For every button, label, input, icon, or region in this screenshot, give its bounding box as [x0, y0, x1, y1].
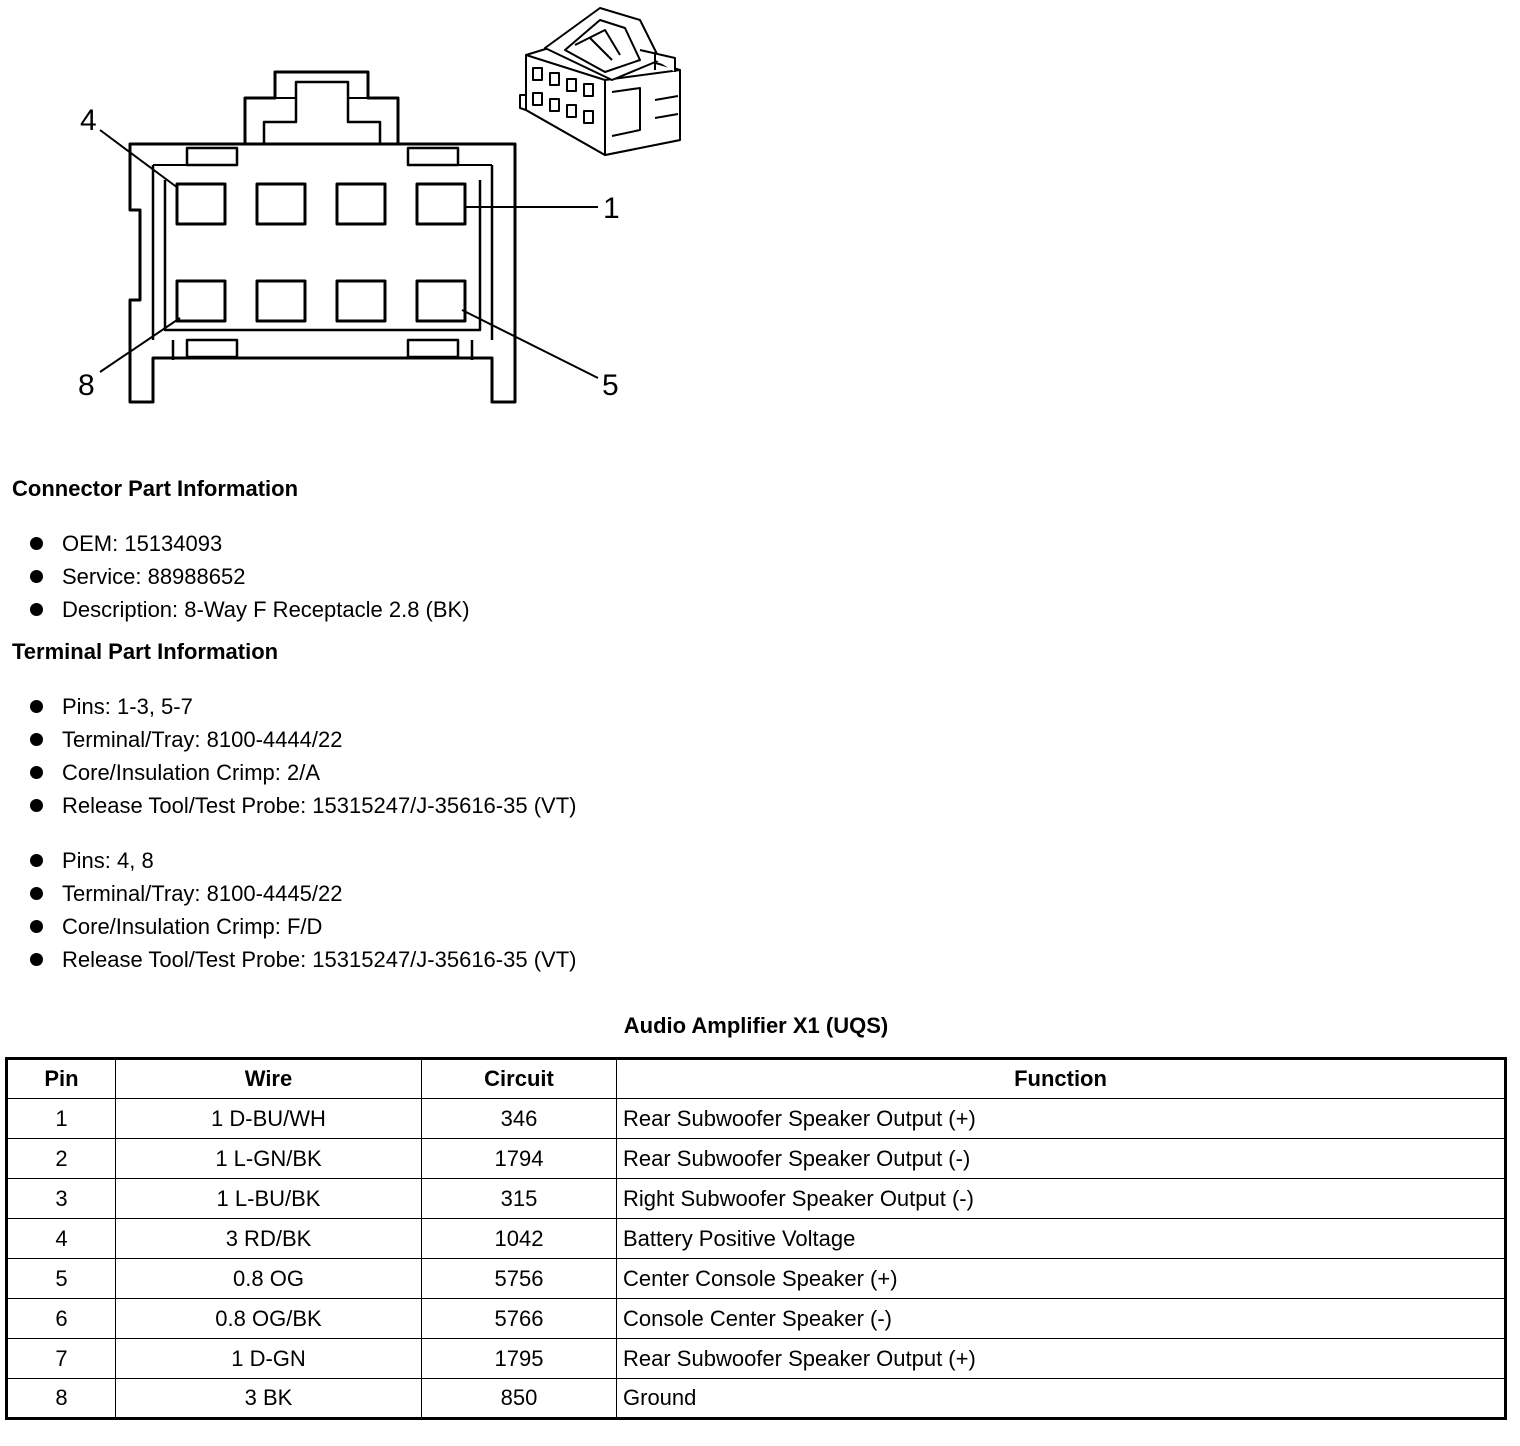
cell-pin: 2	[7, 1139, 116, 1179]
header-circuit: Circuit	[422, 1059, 617, 1099]
table-header-row	[7, 1059, 1506, 1099]
cell-wire: 1 L-GN/BK	[116, 1139, 422, 1179]
table-row	[7, 1139, 1506, 1179]
connector-part-info-title: Connector Part Information	[12, 476, 299, 501]
pinout-table	[5, 1057, 1507, 1420]
cell-function: Ground	[617, 1379, 1506, 1419]
cell-wire: 3 BK	[116, 1379, 422, 1419]
list-item: Core/Insulation Crimp: F/D	[30, 910, 576, 943]
cell-function: Rear Subwoofer Speaker Output (+)	[617, 1099, 1506, 1139]
list-item: Terminal/Tray: 8100-4444/22	[30, 723, 576, 756]
cell-wire: 1 L-BU/BK	[116, 1179, 422, 1219]
table-row	[7, 1179, 1506, 1219]
table-row	[7, 1379, 1506, 1419]
cell-circuit: 1795	[422, 1339, 617, 1379]
list-item: Pins: 4, 8	[30, 844, 576, 877]
table-row	[7, 1259, 1506, 1299]
cell-function: Rear Subwoofer Speaker Output (+)	[617, 1339, 1506, 1379]
terminal-part-info-title: Terminal Part Information	[12, 639, 279, 664]
table-row	[7, 1299, 1506, 1339]
cell-wire: 0.8 OG	[116, 1259, 422, 1299]
callout-pin-5: 5	[602, 369, 619, 402]
callout-pin-4: 4	[80, 104, 97, 137]
connector-3d-illustration	[520, 8, 680, 155]
connector-part-info-list	[30, 527, 470, 626]
cell-wire: 1 D-GN	[116, 1339, 422, 1379]
cell-pin: 7	[7, 1339, 116, 1379]
terminal-part-info-group-1	[30, 690, 576, 822]
cell-function: Battery Positive Voltage	[617, 1219, 1506, 1259]
list-item: Core/Insulation Crimp: 2/A	[30, 756, 576, 789]
list-item: Release Tool/Test Probe: 15315247/J-35616-35 (VT)	[30, 943, 576, 976]
list-item: Description: 8-Way F Receptacle 2.8 (BK)	[30, 593, 470, 626]
cell-function: Console Center Speaker (-)	[617, 1299, 1506, 1339]
cell-wire: 1 D-BU/WH	[116, 1099, 422, 1139]
cell-pin: 3	[7, 1179, 116, 1219]
cell-pin: 4	[7, 1219, 116, 1259]
table-title: Audio Amplifier X1 (UQS)	[623, 1013, 889, 1038]
header-function: Function	[617, 1059, 1506, 1099]
cell-circuit: 5766	[422, 1299, 617, 1339]
connector-diagram	[0, 0, 720, 420]
cell-circuit: 1042	[422, 1219, 617, 1259]
table-row	[7, 1339, 1506, 1379]
header-wire: Wire	[116, 1059, 422, 1099]
header-pin: Pin	[7, 1059, 116, 1099]
table-row	[7, 1219, 1506, 1259]
list-item: Release Tool/Test Probe: 15315247/J-35616-35 (VT)	[30, 789, 576, 822]
cell-function: Rear Subwoofer Speaker Output (-)	[617, 1139, 1506, 1179]
cell-pin: 6	[7, 1299, 116, 1339]
cell-wire: 3 RD/BK	[116, 1219, 422, 1259]
cell-circuit: 850	[422, 1379, 617, 1419]
list-item: Service: 88988652	[30, 560, 470, 593]
callout-pin-1: 1	[603, 192, 620, 225]
cell-pin: 1	[7, 1099, 116, 1139]
list-item: OEM: 15134093	[30, 527, 470, 560]
terminal-part-info-group-2	[30, 844, 576, 976]
cell-wire: 0.8 OG/BK	[116, 1299, 422, 1339]
cell-pin: 5	[7, 1259, 116, 1299]
cell-function: Center Console Speaker (+)	[617, 1259, 1506, 1299]
list-item: Terminal/Tray: 8100-4445/22	[30, 877, 576, 910]
table-row	[7, 1099, 1506, 1139]
cell-circuit: 5756	[422, 1259, 617, 1299]
cell-circuit: 1794	[422, 1139, 617, 1179]
cell-circuit: 315	[422, 1179, 617, 1219]
cell-circuit: 346	[422, 1099, 617, 1139]
list-item: Pins: 1-3, 5-7	[30, 690, 576, 723]
cell-function: Right Subwoofer Speaker Output (-)	[617, 1179, 1506, 1219]
cell-pin: 8	[7, 1379, 116, 1419]
callout-pin-8: 8	[78, 369, 95, 402]
